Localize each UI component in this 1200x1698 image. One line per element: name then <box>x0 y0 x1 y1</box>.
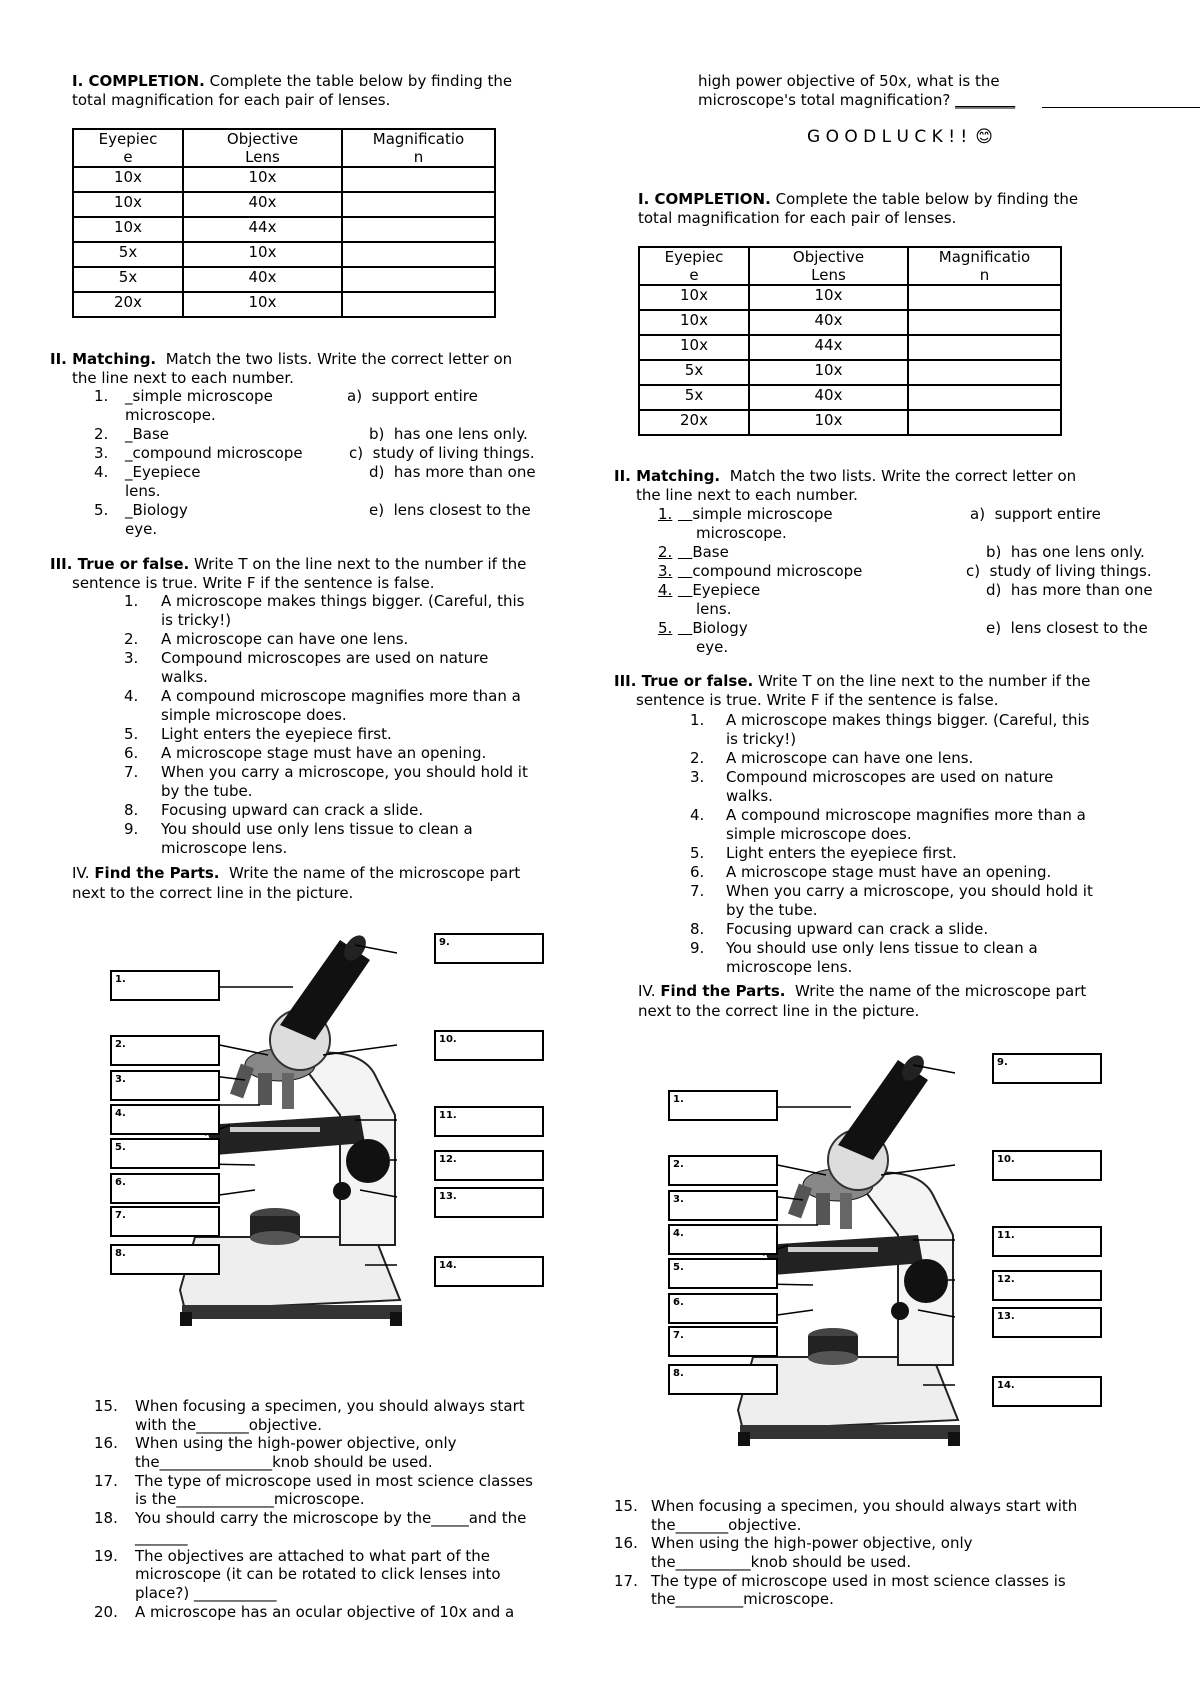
table-row: 20x 10x <box>639 410 1061 435</box>
part-label-box[interactable]: 2. <box>668 1155 778 1186</box>
table-row: 10x 40x <box>639 310 1061 335</box>
matching-title: II. Matching. <box>50 350 157 368</box>
magnification-table <box>72 128 496 318</box>
part-label-box[interactable]: 4. <box>110 1104 220 1135</box>
part-label-box[interactable]: 12. <box>434 1150 544 1181</box>
part-label-box[interactable]: 1. <box>110 970 220 1001</box>
table-header: Eyepiec e <box>639 247 749 285</box>
head-and-tube <box>828 1051 928 1190</box>
matching-list: 1. _simple microscope a) support entire microscope. 2. _Base b) has one lens only. 3. _compound microscope c) study of living things. 4. _Eyepiece d) has more than one lens. 5. _Biology e) lens closest to the eye. <box>94 387 536 538</box>
magnification-table <box>638 246 1062 436</box>
magnification-answer-cell[interactable] <box>342 292 495 317</box>
table-header: Magnificatio n <box>908 247 1061 285</box>
smiley-icon: 😊 <box>975 127 993 147</box>
part-label-box[interactable]: 3. <box>110 1070 220 1101</box>
answer-line <box>1042 107 1200 108</box>
table-header: Objective Lens <box>183 129 342 167</box>
part-label-box[interactable]: 5. <box>668 1258 778 1289</box>
truefalse-title: III. True or false. <box>50 555 190 573</box>
part-label-box[interactable]: 7. <box>668 1326 778 1357</box>
completion-heading <box>72 72 592 110</box>
part-label-box[interactable]: 7. <box>110 1206 220 1237</box>
part-label-box[interactable]: 8. <box>668 1364 778 1395</box>
table-row: 5x 10x <box>73 242 495 267</box>
magnification-answer-cell[interactable] <box>342 267 495 292</box>
part-label-box[interactable]: 14. <box>992 1376 1102 1407</box>
matching-heading: II. Matching. Match the two lists. Write the correct letter on the line next to each number. <box>50 350 513 387</box>
part-label-box[interactable]: 5. <box>110 1138 220 1169</box>
part-label-box[interactable]: 11. <box>434 1106 544 1137</box>
table-row: 10x 40x <box>73 192 495 217</box>
part-label-box[interactable]: 1. <box>668 1090 778 1121</box>
table-row: 10x 10x <box>73 167 495 192</box>
magnification-answer-cell[interactable] <box>342 242 495 267</box>
magnification-answer-cell[interactable] <box>908 410 1061 435</box>
part-label-box[interactable]: 2. <box>110 1035 220 1066</box>
table-row: 5x 10x <box>639 360 1061 385</box>
part-label-box[interactable]: 6. <box>110 1173 220 1204</box>
part-label-box[interactable]: 3. <box>668 1190 778 1221</box>
matching-list: 1. simple microscope a) support entire microscope. 2. Base b) has one lens only. 3. compound microscope c) study of living things. 4. Eyepiece d) has more than one lens. 5. Biology e) lens closest to the eye. <box>658 505 1153 656</box>
light-source <box>250 1208 300 1245</box>
table-row: 10x 44x <box>639 335 1061 360</box>
table-row: 10x 44x <box>73 217 495 242</box>
magnification-answer-cell[interactable] <box>342 192 495 217</box>
microscope-diagram <box>668 1035 1108 1470</box>
table-header: Magnificatio n <box>342 129 495 167</box>
magnification-answer-cell[interactable] <box>908 285 1061 310</box>
part-label-box[interactable]: 4. <box>668 1224 778 1255</box>
part-label-box[interactable]: 9. <box>992 1053 1102 1084</box>
q20-continuation: high power objective of 50x, what is the microscope's total magnification? ________ <box>698 72 1016 109</box>
part-label-box[interactable]: 6. <box>668 1293 778 1324</box>
goodluck-text: G O O D L U C K ! ! 😊 <box>807 127 993 147</box>
table-row: 10x 10x <box>639 285 1061 310</box>
table-row: 5x 40x <box>639 385 1061 410</box>
completion-instruction-2: total magnification for each pair of lenses. <box>72 91 391 109</box>
part-label-box[interactable]: 14. <box>434 1256 544 1287</box>
completion-heading: I. COMPLETION. Complete the table below by finding the total magnification for each pair of lenses. <box>638 190 1079 227</box>
part-label-box[interactable]: 10. <box>434 1030 544 1061</box>
magnification-answer-cell[interactable] <box>908 310 1061 335</box>
part-label-box[interactable]: 11. <box>992 1226 1102 1257</box>
findparts-heading: IV. Find the Parts. Write the name of the microscope part next to the correct line in the picture. <box>72 864 521 902</box>
table-header: Objective Lens <box>749 247 908 285</box>
head-and-tube <box>270 931 370 1070</box>
magnification-answer-cell[interactable] <box>908 385 1061 410</box>
findparts-heading: IV. Find the Parts. Write the name of the microscope part next to the correct line in the picture. <box>638 982 1087 1020</box>
part-label-box[interactable]: 9. <box>434 933 544 964</box>
magnification-answer-cell[interactable] <box>908 360 1061 385</box>
part-label-box[interactable]: 10. <box>992 1150 1102 1181</box>
light-source <box>808 1328 858 1365</box>
part-label-box[interactable]: 12. <box>992 1270 1102 1301</box>
magnification-answer-cell[interactable] <box>342 167 495 192</box>
table-row: 20x 10x <box>73 292 495 317</box>
table-row: 5x 40x <box>73 267 495 292</box>
truefalse-heading: III. True or false. Write T on the line next to the number if the sentence is true. Write F if the sentence is false. <box>614 672 1091 709</box>
truefalse-heading: III. True or false. Write T on the line next to the number if the sentence is true. Write F if the sentence is false. <box>50 555 527 592</box>
part-label-box[interactable]: 13. <box>434 1187 544 1218</box>
magnification-answer-cell[interactable] <box>342 217 495 242</box>
microscope-diagram <box>110 915 550 1350</box>
part-label-box[interactable]: 8. <box>110 1244 220 1275</box>
table-header: Eyepiec e <box>73 129 183 167</box>
completion-instruction: Complete the table below by finding the <box>209 72 513 90</box>
completion-title: I. COMPLETION. <box>72 72 205 90</box>
magnification-answer-cell[interactable] <box>908 335 1061 360</box>
matching-heading: II. Matching. Match the two lists. Write the correct letter on the line next to each number. <box>614 467 1077 504</box>
part-label-box[interactable]: 13. <box>992 1307 1102 1338</box>
